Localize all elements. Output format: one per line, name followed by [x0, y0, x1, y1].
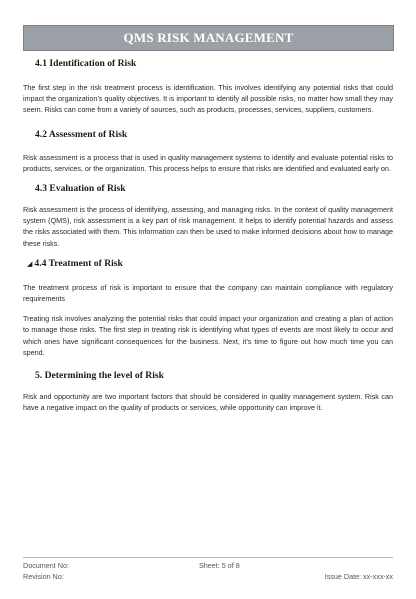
section-body-treatment-2: Treating risk involves analyzing the potential risks that could impact your organization and creating a plan of action to manage those risks. The first step in treating risk is identifying what types of events are most likely to occur and which ones have significant consequences for the business. Next, it’s time to figure out how much time you can spend.	[23, 314, 393, 357]
footer-sheet: Sheet: 5 of 8	[199, 561, 240, 570]
document-body	[23, 58, 393, 413]
section-heading-evaluation: 4.3 Evaluation of Risk	[35, 183, 126, 195]
section-heading-treatment: 4.4 Treatment of Risk	[34, 257, 123, 269]
footer-document-no: Document No:	[23, 561, 69, 570]
page-footer	[23, 560, 393, 584]
footer-divider	[23, 557, 393, 558]
title-banner	[23, 25, 394, 51]
section-body-identification: The first step in the risk treatment process is identification. This involves identifying any potential risks that could impact the organization’s quality objectives. It is important to identify all possible risks, no matter how small they may seem. Risks can come from a variety of sources, such as products, processes, services, suppliers, customers.	[23, 83, 393, 115]
footer-issue-date: Issue Date: xx-xxx-xx	[324, 572, 393, 581]
section-heading-level: 5. Determining the level of Risk	[35, 370, 164, 382]
section-heading-assessment: 4.2 Assessment of Risk	[35, 128, 128, 140]
collapse-triangle-icon[interactable]: ◢	[27, 259, 33, 268]
page-title: QMS RISK MANAGEMENT	[123, 30, 294, 45]
section-body-assessment: Risk assessment is a process that is used in quality management systems to identify and evaluate potential risks to products, services, or the organization. This process helps to ensure that risks are identified and evaluated early on.	[23, 152, 393, 173]
footer-revision-no: Revision No:	[23, 572, 64, 581]
section-body-evaluation: Risk assessment is the process of identifying, assessing, and managing risks. In the context of quality management system (QMS), risk assessment is a key part of risk management. It helps to identify potential hazards and assess the risks associated with them. This information can then be used to make informed decisions about how to manage these risks.	[23, 205, 393, 248]
section-heading-treatment-row	[23, 258, 393, 270]
section-body-level: Risk and opportunity are two important factors that should be considered in quality management system. Risk can have a negative impact on the quality of products or services, while opportunity can improve it.	[23, 392, 393, 413]
section-heading-identification: 4.1 Identification of Risk	[35, 58, 137, 69]
section-body-treatment-1: The treatment process of risk is important to ensure that the company can maintain compliance with regulatory requirements	[23, 282, 393, 304]
